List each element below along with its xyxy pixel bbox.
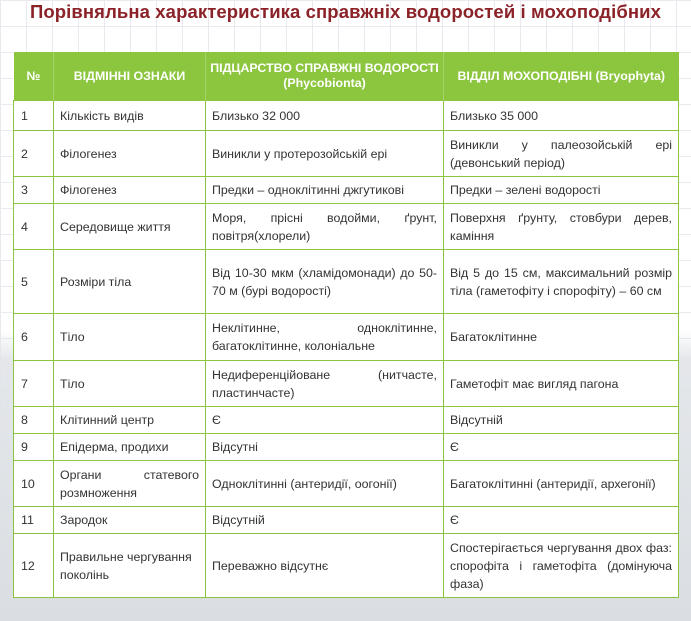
row-mosses: Від 5 до 15 см, максимальний розмір тіла (гаметофіту і спорофіту) – 60 см xyxy=(444,250,679,314)
row-number: 2 xyxy=(14,131,54,177)
row-mosses: Виникли у палеозойській ері (девонський період) xyxy=(444,131,679,177)
row-mosses: Спостерігається чергування двох фаз: спорофіта і гаметофіта (домінуюча фаза) xyxy=(444,534,679,598)
header-feature: ВІДМІННІ ОЗНАКИ xyxy=(54,52,206,101)
table-row xyxy=(14,250,679,314)
row-algae: Переважно відсутнє xyxy=(206,534,444,598)
row-mosses: Є xyxy=(444,434,679,461)
row-mosses: Близько 35 000 xyxy=(444,101,679,131)
row-feature: Тіло xyxy=(54,361,206,407)
row-number: 5 xyxy=(14,250,54,314)
header-algae-latin: (Phycobionta) xyxy=(283,76,366,90)
row-feature: Філогенез xyxy=(54,177,206,204)
row-feature: Філогенез xyxy=(54,131,206,177)
table-header-row xyxy=(14,52,679,101)
row-algae: Моря, прісні водойми, ґрунт, повітря(хлорели) xyxy=(206,204,444,250)
header-mosses: ВІДДІЛ МОХОПОДІБНІ (Bryophyta) xyxy=(444,52,679,101)
row-feature: Зародок xyxy=(54,507,206,534)
table-row xyxy=(14,461,679,507)
row-feature: Епідерма, продихи xyxy=(54,434,206,461)
row-algae: Предки – одноклітинні джгутикові xyxy=(206,177,444,204)
row-mosses: Предки – зелені водорості xyxy=(444,177,679,204)
table-row xyxy=(14,507,679,534)
page-title: Порівняльна характеристика справжніх водоростей і мохоподібних xyxy=(29,1,661,22)
header-algae-title: ПІДЦАРСТВО СПРАВЖНІ ВОДОРОСТІ xyxy=(210,61,439,75)
row-mosses: Багатоклітинні (антеридії, архегонії) xyxy=(444,461,679,507)
row-algae: Відсутні xyxy=(206,434,444,461)
row-algae: Одноклітинні (антеридії, оогонії) xyxy=(206,461,444,507)
table-row xyxy=(14,434,679,461)
row-mosses: Відсутній xyxy=(444,407,679,434)
row-feature: Кількість видів xyxy=(54,101,206,131)
row-number: 11 xyxy=(14,507,54,534)
row-feature: Розміри тіла xyxy=(54,250,206,314)
row-algae: Є xyxy=(206,407,444,434)
table-row xyxy=(14,131,679,177)
table-row xyxy=(14,101,679,131)
row-mosses: Поверхня ґрунту, стовбури дерев, каміння xyxy=(444,204,679,250)
table-row xyxy=(14,204,679,250)
row-number: 12 xyxy=(14,534,54,598)
row-algae: Недиференційоване (нитчасте, пластинчасте) xyxy=(206,361,444,407)
row-number: 1 xyxy=(14,101,54,131)
row-number: 10 xyxy=(14,461,54,507)
row-number: 3 xyxy=(14,177,54,204)
table-row xyxy=(14,534,679,598)
table-row xyxy=(14,314,679,361)
row-algae: Неклітинне, одноклітинне, багатоклітинне, колоніальне xyxy=(206,314,444,361)
row-feature: Тіло xyxy=(54,314,206,361)
row-algae: Виникли у протерозойській ері xyxy=(206,131,444,177)
row-number: 6 xyxy=(14,314,54,361)
row-mosses: Багатоклітинне xyxy=(444,314,679,361)
row-algae: Відсутній xyxy=(206,507,444,534)
row-feature: Органи статевого розмноження xyxy=(54,461,206,507)
row-algae: Близько 32 000 xyxy=(206,101,444,131)
row-mosses: Гаметофіт має вигляд пагона xyxy=(444,361,679,407)
row-mosses: Є xyxy=(444,507,679,534)
table-row xyxy=(14,361,679,407)
header-number: № xyxy=(14,52,54,101)
comparison-table xyxy=(13,52,679,598)
row-feature: Середовище життя xyxy=(54,204,206,250)
row-feature: Клітинний центр xyxy=(54,407,206,434)
row-number: 4 xyxy=(14,204,54,250)
table-row xyxy=(14,407,679,434)
row-number: 7 xyxy=(14,361,54,407)
row-algae: Від 10-30 мкм (хламідомонади) до 50-70 м (бурі водорості) xyxy=(206,250,444,314)
table-row xyxy=(14,177,679,204)
row-number: 8 xyxy=(14,407,54,434)
header-algae xyxy=(206,52,444,101)
row-feature: Правильне чергування поколінь xyxy=(54,534,206,598)
row-number: 9 xyxy=(14,434,54,461)
